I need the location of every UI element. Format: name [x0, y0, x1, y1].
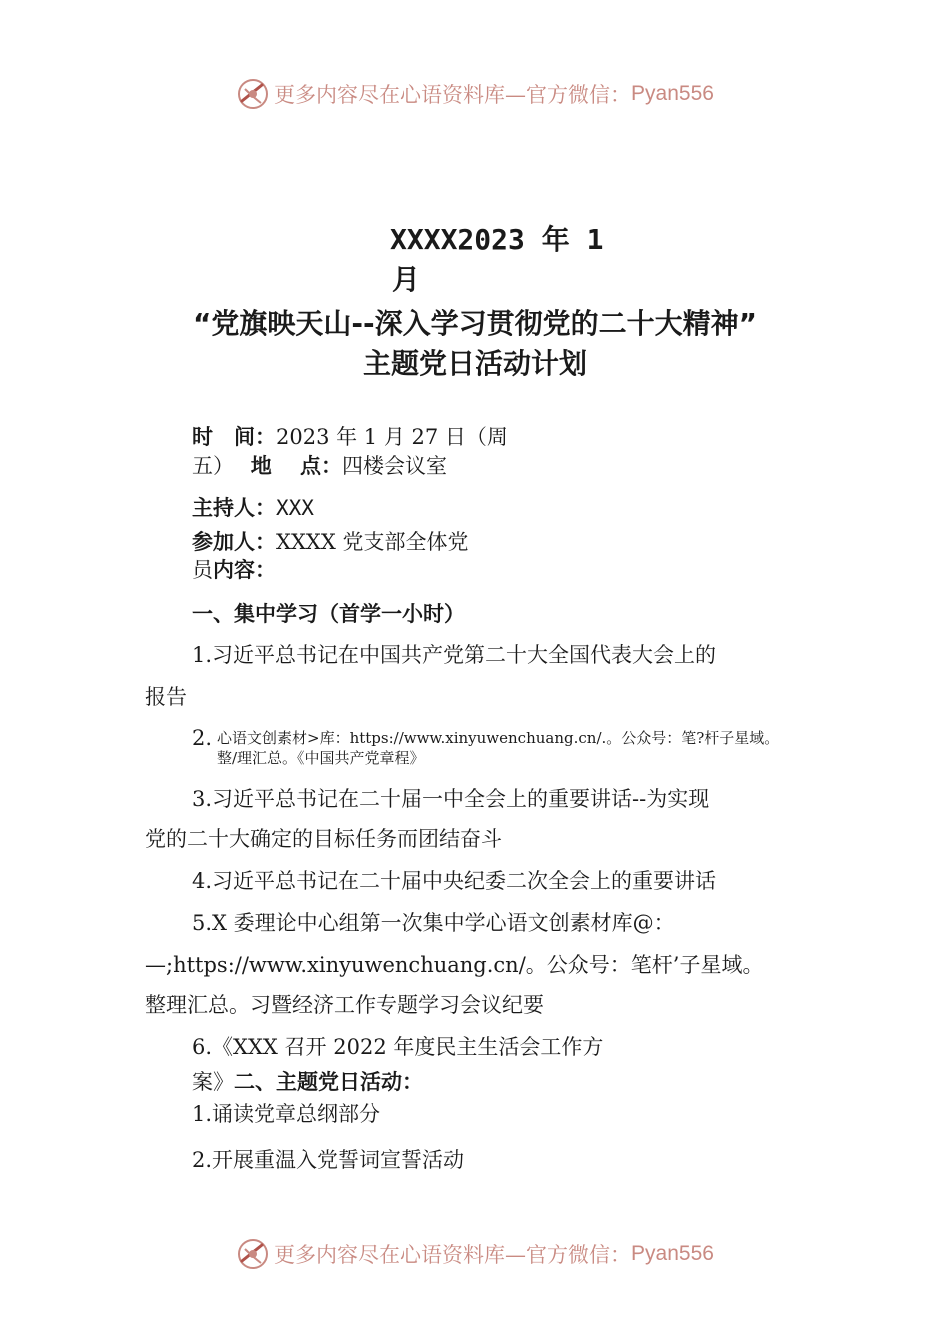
banner-wechat-id: Pyan556	[631, 82, 714, 105]
s1-item3-line2: 党的二十大确定的目标任务而团结奋斗	[145, 827, 502, 851]
participants-row	[192, 528, 468, 556]
s1-item1-line1: 1.习近平总书记在中国共产党第二十大全国代表大会上的	[192, 643, 717, 667]
time-row	[192, 423, 508, 451]
section2-heading: 二、主题党日活动：	[234, 1070, 423, 1094]
s1-item6-line1: 6.《XXX 召开 2022 年度民主生活会工作方	[192, 1035, 604, 1059]
logo-icon	[236, 1237, 270, 1271]
s2-item1: 1.诵读党章总纲部分	[192, 1102, 381, 1126]
participants-cont: 员	[192, 558, 213, 582]
s1-item4: 4.习近平总书记在二十届中央纪委二次全会上的重要讲话	[192, 869, 717, 893]
place-row	[192, 452, 447, 480]
title-line-1: XXXX2023 年 1	[390, 223, 604, 256]
banner-text: 更多内容尽在心语资料库—官方微信：	[274, 1243, 632, 1267]
participants-label: 参加人：	[192, 530, 276, 554]
section1-heading: 一、集中学习（首学一小时）	[192, 602, 465, 626]
s1-item2-line1: 心语文创素材>库：https://www.xinyuwenchuang.cn/.。公众号：笔?杆子星域。	[217, 729, 780, 747]
content-row	[192, 556, 276, 584]
host-row	[192, 494, 314, 522]
place-value: 四楼会议室	[342, 454, 447, 478]
s2-item2: 2.开展重温入党誓词宣誓活动	[192, 1148, 465, 1172]
time-value: 2023 年 1 月 27 日（周	[276, 425, 508, 449]
host-label: 主持人：	[192, 496, 276, 520]
participants-value: XXXX 党支部全体党	[276, 530, 469, 554]
s1-item5-line2: —;https://www.xinyuwenchuang.cn/。公众号：笔杆’子星域。	[145, 953, 764, 977]
s1-item5-line1: 5.X 委理论中心组第一次集中学心语文创素材库@：	[192, 911, 675, 935]
s1-item2-num: 2.	[192, 726, 213, 750]
s1-item6-line2: 案》	[192, 1070, 234, 1094]
s1-item1-line2: 报告	[145, 685, 187, 709]
s1-item3-line1: 3.习近平总书记在二十届一中全会上的重要讲话--为实现	[192, 787, 710, 811]
time-label: 时 间：	[192, 425, 276, 449]
banner-wechat-id: Pyan556	[631, 1242, 714, 1265]
title-line-3: “党旗映天山--深入学习贯彻党的二十大精神”	[192, 307, 758, 340]
s1-item6-line2-row	[192, 1068, 423, 1096]
s1-item5-line3: 整理汇总。习暨经济工作专题学习会议纪要	[145, 993, 544, 1017]
time-value-cont: 五）	[192, 454, 234, 478]
s1-item2-line2: 整/理汇总。《中国共产党章程》	[217, 749, 425, 767]
bottom-watermark-banner	[0, 1234, 950, 1274]
title-line-2: 月	[392, 263, 421, 296]
logo-icon	[236, 77, 270, 111]
title-line-4: 主题党日活动计划	[362, 347, 587, 380]
content-label: 内容：	[213, 558, 276, 582]
host-value: XXX	[276, 496, 314, 520]
banner-text: 更多内容尽在心语资料库—官方微信：	[274, 83, 632, 107]
place-label: 地 点：	[250, 454, 342, 478]
top-watermark-banner	[0, 74, 950, 114]
